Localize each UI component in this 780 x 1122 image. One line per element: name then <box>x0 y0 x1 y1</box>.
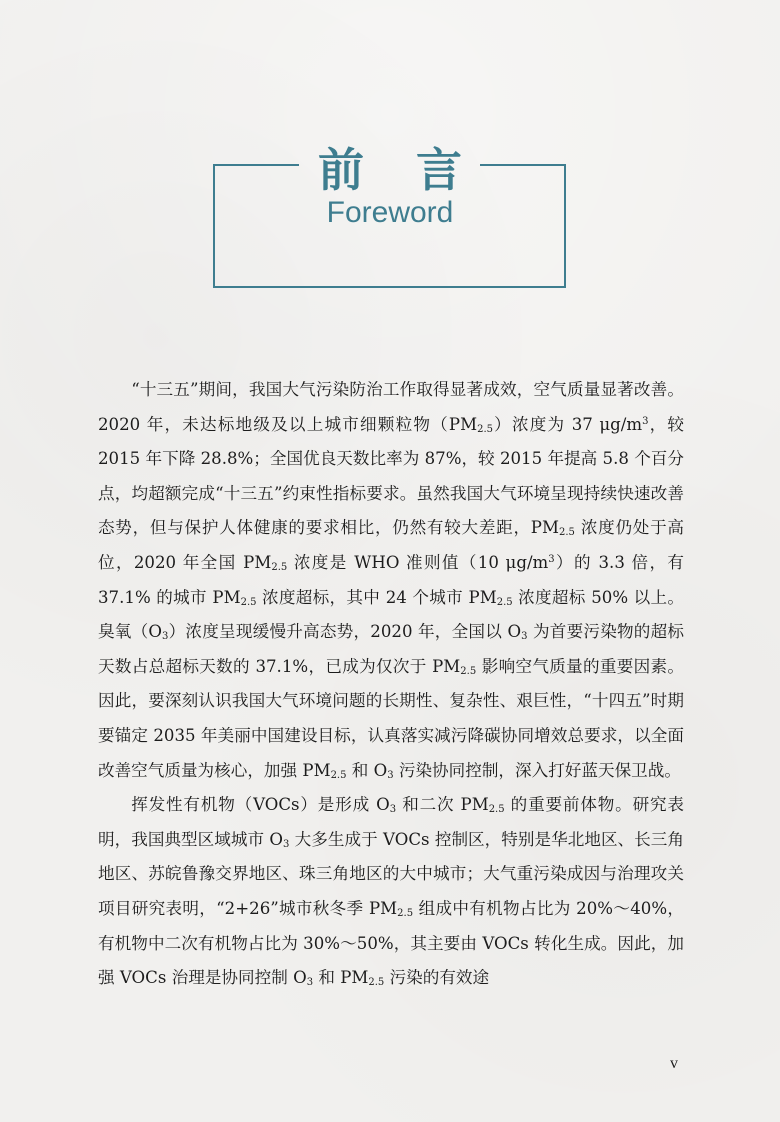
text-run: 大多生成于 VOCs 控制区，特别是华北地区、长三角地区、苏皖鲁豫交界地区、珠三角地区的大中城市；大气重污染成因与治理攻关项目研究表明，“2+26”城市秋冬季 PM <box>98 829 684 918</box>
page-number: v <box>670 1055 678 1072</box>
subscript: 2.5 <box>368 977 385 989</box>
subscript: 2.5 <box>477 423 493 435</box>
subscript: 2.5 <box>240 596 257 608</box>
text-run: 污染的有效途 <box>384 968 490 988</box>
subscript: 2.5 <box>330 769 347 781</box>
subscript: 2.5 <box>271 561 288 573</box>
subscript: 3 <box>387 769 394 781</box>
text-run: 污染协同控制，深入打好蓝天保卫战。 <box>393 760 681 780</box>
subscript: 2.5 <box>397 907 414 919</box>
subscript: 2.5 <box>460 665 477 677</box>
text-run: 和二次 PM <box>396 795 489 815</box>
text-run: ）浓度为 37 μg/m <box>492 414 643 434</box>
subscript: 2.5 <box>488 804 505 816</box>
text-run: 和 O <box>346 760 388 780</box>
text-run: 影响空气质量的重要因素。因此，要深刻认识我国大气环境问题的长期性、复杂性、艰巨性，“十四五”时期要锚定 2035 年美丽中国建设目标，认真落实减污降碳协同增效总要求，以全面改善空气质量为核心，加强 PM <box>98 656 684 780</box>
text-run: 挥发性有机物（VOCs）是形成 O <box>131 795 390 815</box>
subscript: 3 <box>306 977 314 989</box>
superscript: 3 <box>548 553 555 565</box>
subscript: 3 <box>162 631 169 643</box>
text-run: ）的 3.3 倍，有 37.1% 的城市 PM <box>98 552 684 607</box>
paragraph-1 <box>98 373 684 788</box>
subscript: 2.5 <box>558 527 575 539</box>
text-run: “十三五”期间，我国大气污染防治工作取得显著成效，空气质量显著改善。2020 年，未达标地级及以上城市细颗粒物（PM <box>98 380 684 434</box>
text-run: 和 PM <box>313 968 369 988</box>
page-title-chinese: 前言 <box>318 143 514 197</box>
subscript: 3 <box>521 631 528 643</box>
text-run: ，较 2015 年下降 28.8%；全国优良天数比率为 87%，较 2015 年提高 5.8 个百分点，均超额完成“十三五”约束性指标要求。虽然我国大气环境呈现持续快速改善态势，但与保护人体健康的要求相比，仍然有较大差距，PM <box>98 414 684 538</box>
text-run: 浓度是 WHO 准则值（10 μg/m <box>287 552 549 572</box>
text-run: 的重要前体物。研究表明，我国典型区域城市 O <box>98 795 684 849</box>
superscript: 3 <box>642 415 649 427</box>
subscript: 3 <box>283 838 290 850</box>
subscript: 3 <box>389 804 397 816</box>
page-title-english: Foreword <box>326 196 454 229</box>
text-run: ）浓度呈现缓慢升高态势，2020 年，全国以 O <box>168 622 522 642</box>
subscript: 2.5 <box>496 596 513 608</box>
body-text <box>98 373 684 996</box>
text-run: 组成中有机物占比为 20%～40%，有机物中二次有机物占比为 30%～50%，其主要由 VOCs 转化生成。因此，加强 VOCs 治理是协同控制 O <box>98 898 684 988</box>
paragraph-2 <box>98 788 684 996</box>
text-run: 为首要污染物的超标天数占总超标天数的 37.1%，已成为仅次于 PM <box>98 622 685 676</box>
text-run: 浓度超标，其中 24 个城市 PM <box>256 587 497 607</box>
text-run: 浓度仍处于高位，2020 年全国 PM <box>98 518 685 572</box>
text-run: 浓度超标 50% 以上。臭氧（O <box>98 587 684 642</box>
